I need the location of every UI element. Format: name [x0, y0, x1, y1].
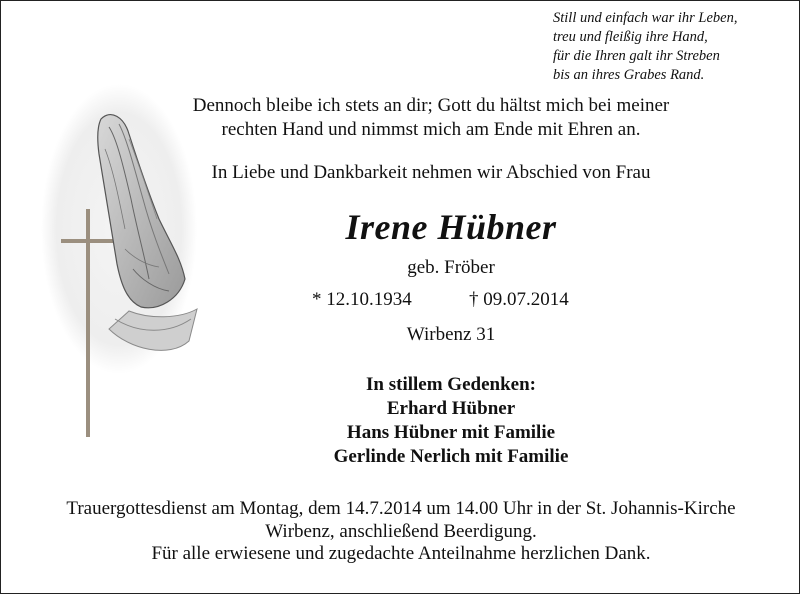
quote-line: Dennoch bleibe ich stets an dir; Gott du hältst mich bei meiner [192, 95, 670, 116]
poem-line: bis an ihres Grabes Rand. [553, 67, 705, 83]
thanks-line: Für alle erwiesene und zugedachte Anteilnahme herzlichen Dank. [151, 543, 651, 564]
poem-line: treu und fleißig ihre Hand, [553, 29, 708, 45]
poem-line: für die Ihren galt ihr Streben [553, 48, 720, 64]
death-date: † 09.07.2014 [469, 289, 569, 310]
birth-date: * 12.10.1934 [312, 289, 412, 310]
poem-line: Still und einfach war ihr Leben, [553, 10, 738, 26]
mourner-name: Gerlinde Nerlich mit Familie [333, 446, 569, 467]
farewell-intro: In Liebe und Dankbarkeit nehmen wir Abschied von Frau [211, 162, 651, 183]
quote-line: rechten Hand und nimmst mich am Ende mit Ehren an. [221, 119, 641, 140]
mourners-heading: In stillem Gedenken: [366, 374, 536, 395]
poem-verse [553, 9, 737, 85]
deceased-name: Irene Hübner [345, 207, 557, 247]
service-line: Wirbenz, anschließend Beerdigung. [265, 520, 537, 542]
service-announcement [1, 498, 801, 566]
bible-quote [161, 94, 701, 142]
address: Wirbenz 31 [406, 324, 496, 345]
service-line: Trauergottesdienst am Montag, dem 14.7.2014 um 14.00 Uhr in der St. Johannis-Kirche [66, 498, 736, 519]
mourner-name: Erhard Hübner [386, 398, 516, 419]
mourner-name: Hans Hübner mit Familie [346, 422, 556, 443]
mourners-list [161, 373, 741, 469]
maiden-name: geb. Fröber [407, 257, 495, 278]
